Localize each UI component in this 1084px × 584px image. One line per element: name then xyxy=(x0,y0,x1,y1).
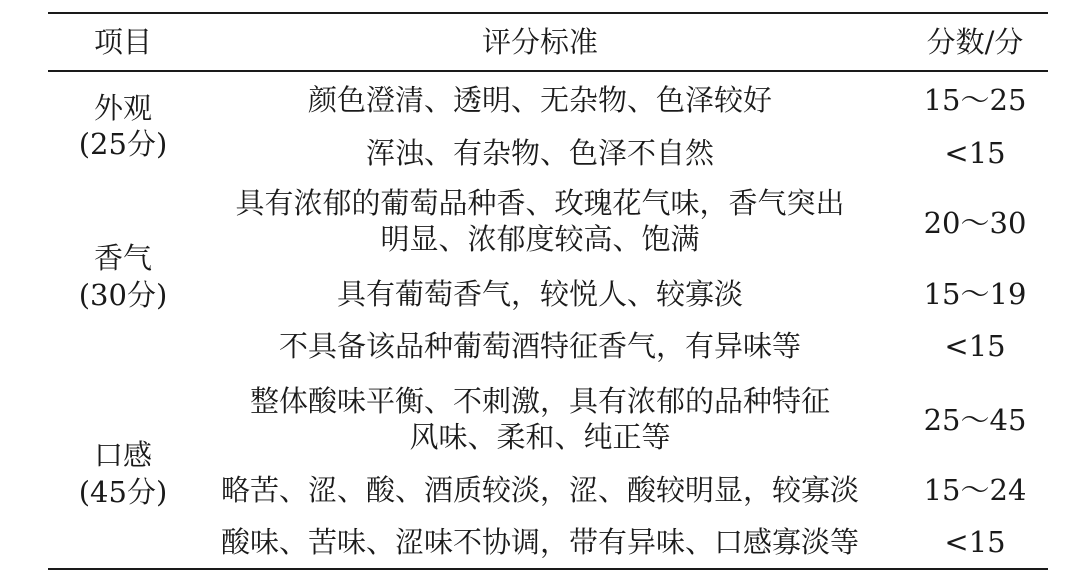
criteria-taste-2: 略苦、涩、酸、酒质较淡，涩、酸较明显，较寡淡 xyxy=(220,473,859,507)
criteria-taste-1-line1: 整体酸味平衡、不刺激，具有浓郁的品种特征 xyxy=(249,384,830,418)
group-taste-name: 口感 xyxy=(93,438,152,472)
group-taste-points: (45分) xyxy=(78,475,168,509)
criteria-appearance-1: 颜色澄清、透明、无杂物、色泽较好 xyxy=(307,83,772,117)
group-aroma-name: 香气 xyxy=(93,241,152,275)
criteria-aroma-1-line2: 明显、浓郁度较高、饱满 xyxy=(380,222,700,256)
score-taste-2: 15～24 xyxy=(923,473,1027,507)
header-bottom-rule xyxy=(48,70,1048,72)
criteria-taste-1-line2: 风味、柔和、纯正等 xyxy=(409,420,671,454)
score-appearance-2: <15 xyxy=(944,136,1006,170)
header-criteria: 评分标准 xyxy=(481,25,598,59)
table-top-rule xyxy=(48,12,1048,14)
group-appearance-name: 外观 xyxy=(93,91,152,125)
criteria-taste-3: 酸味、苦味、涩味不协调，带有异味、口感寡淡等 xyxy=(220,525,859,559)
criteria-appearance-2: 浑浊、有杂物、色泽不自然 xyxy=(365,136,714,170)
table-bottom-rule xyxy=(48,568,1048,570)
score-taste-3: <15 xyxy=(944,525,1006,559)
header-item: 项目 xyxy=(93,25,152,59)
header-score: 分数/分 xyxy=(926,25,1024,59)
criteria-aroma-3: 不具备该品种葡萄酒特征香气，有异味等 xyxy=(278,329,801,363)
score-aroma-2: 15～19 xyxy=(923,277,1027,311)
score-appearance-1: 15～25 xyxy=(923,83,1027,117)
score-aroma-3: <15 xyxy=(944,329,1006,363)
score-taste-1: 25～45 xyxy=(923,403,1027,437)
criteria-aroma-2: 具有葡萄香气，较悦人、较寡淡 xyxy=(336,277,743,311)
group-aroma-points: (30分) xyxy=(78,278,168,312)
criteria-aroma-1-line1: 具有浓郁的葡萄品种香、玫瑰花气味，香气突出 xyxy=(235,186,845,220)
group-appearance-points: (25分) xyxy=(78,127,168,161)
score-aroma-1: 20～30 xyxy=(923,206,1027,240)
